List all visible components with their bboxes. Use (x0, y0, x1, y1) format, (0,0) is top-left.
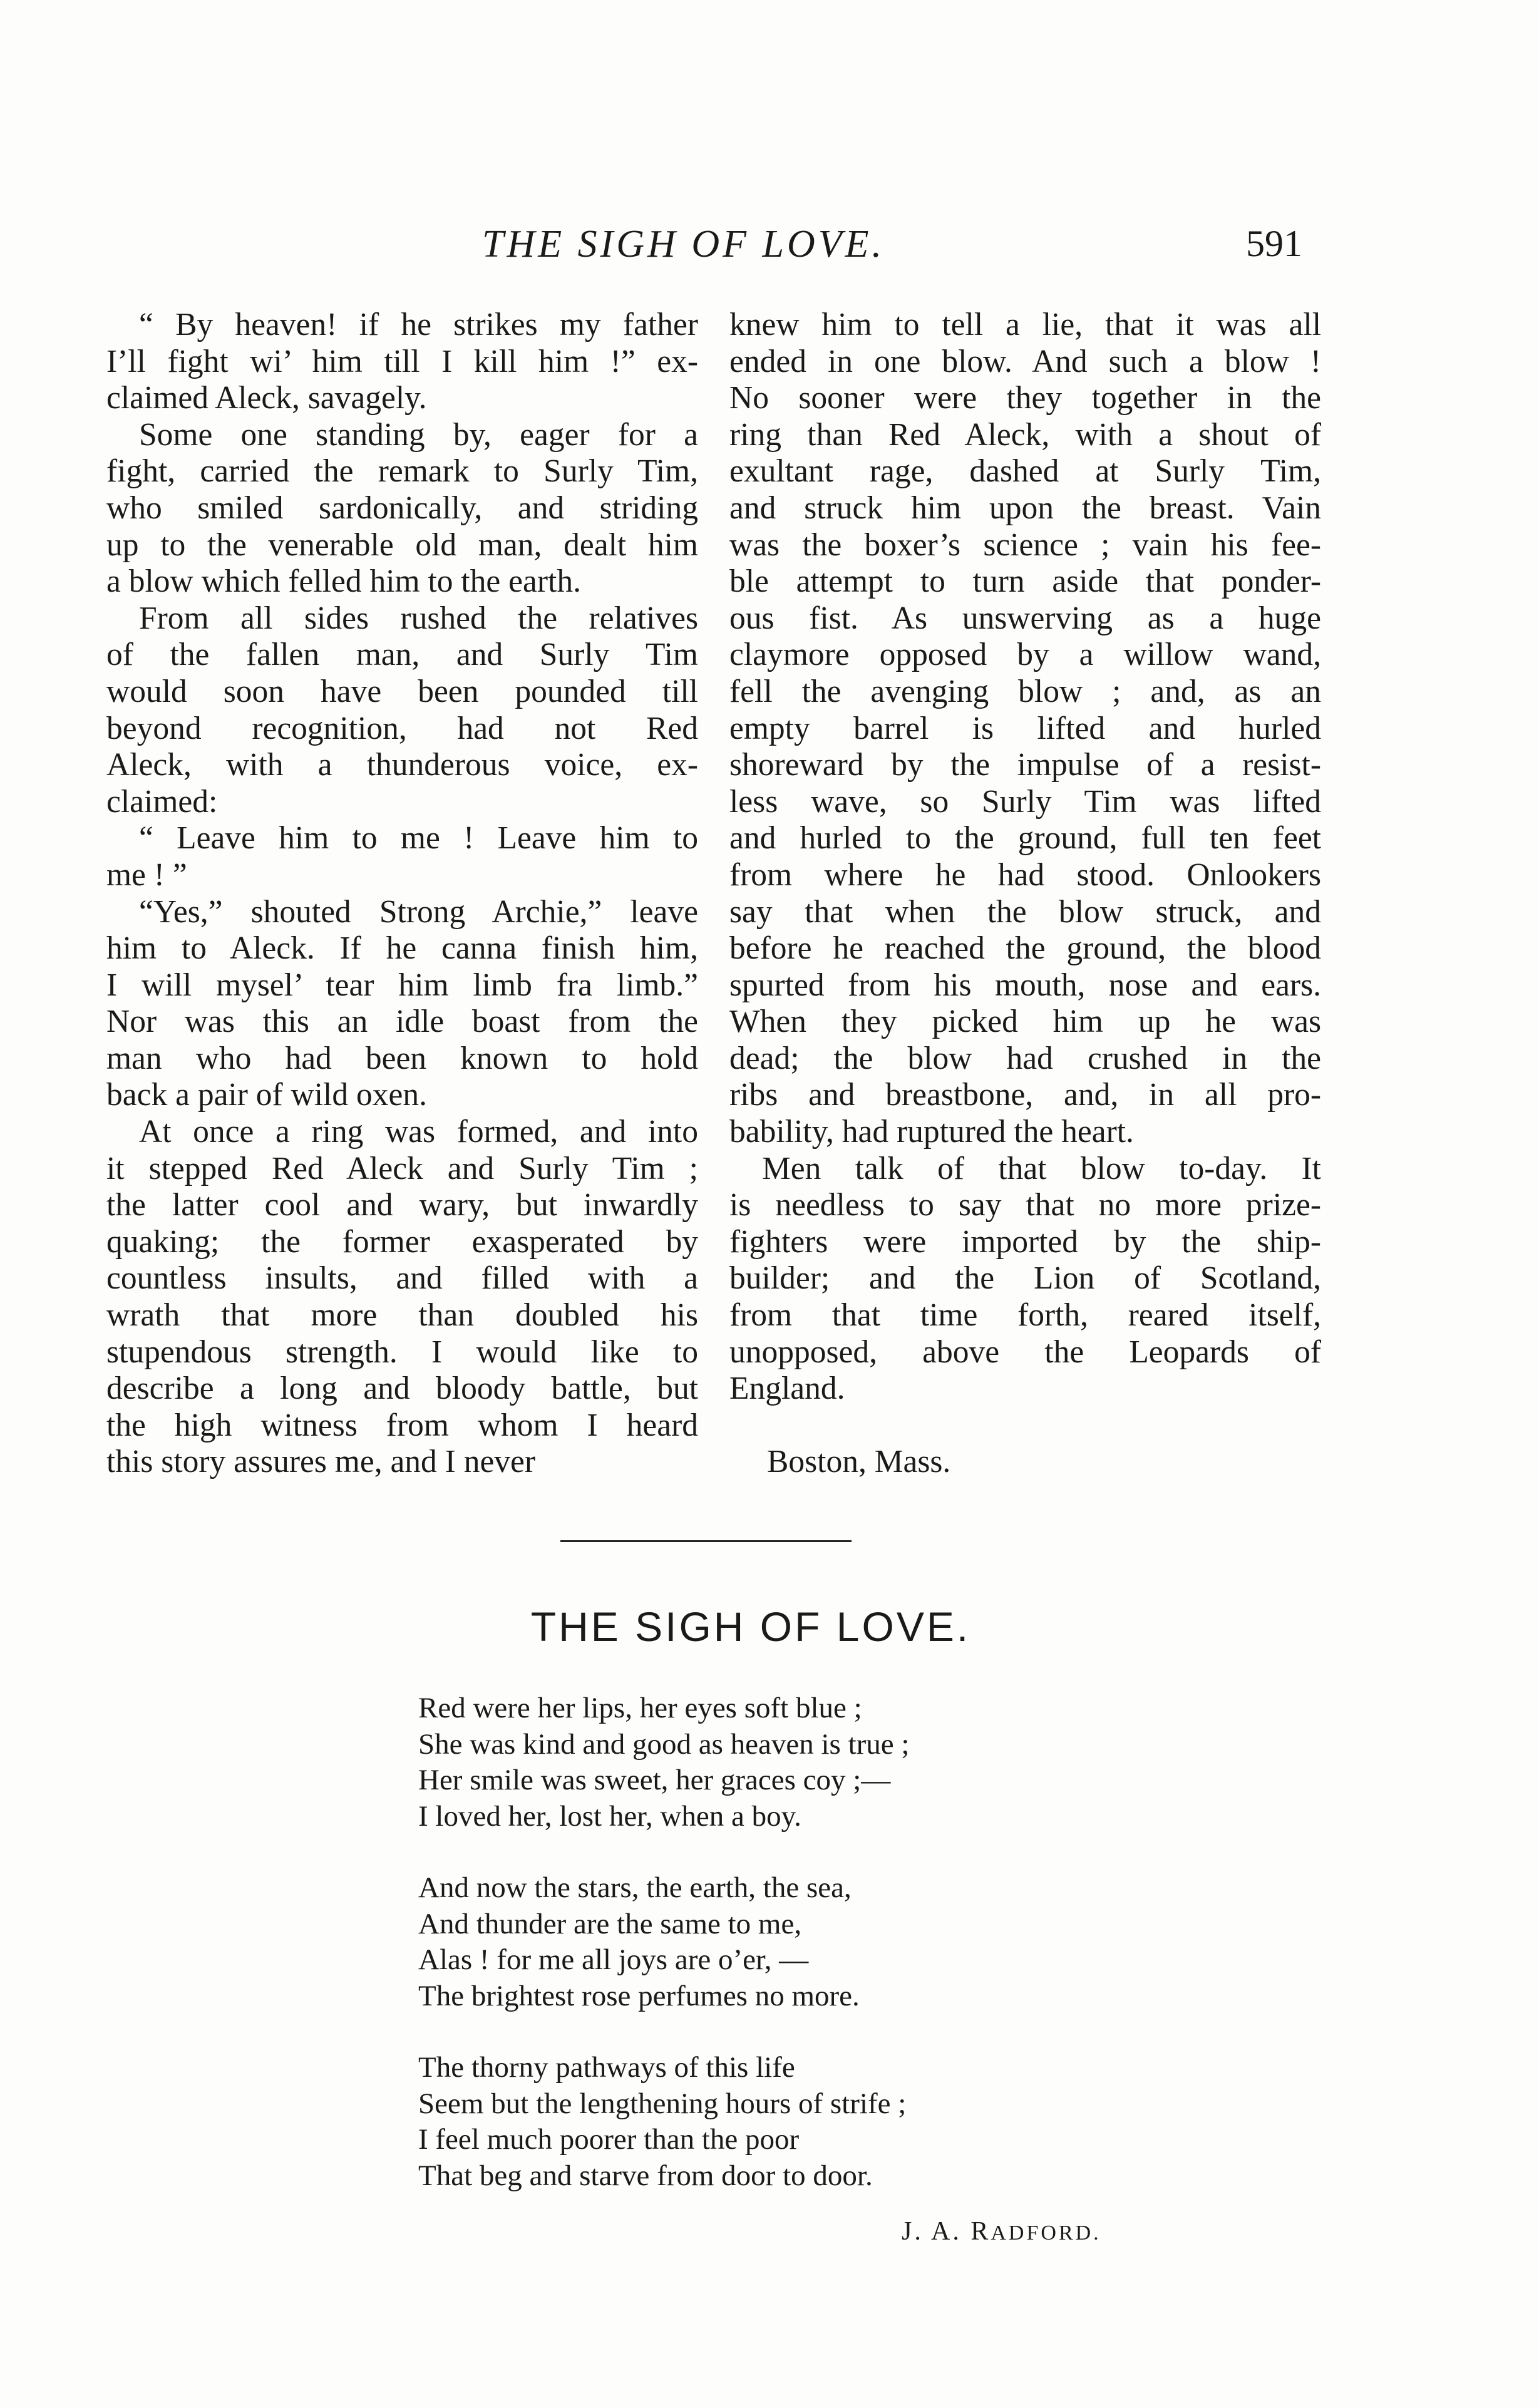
text-line: fighters were imported by the ship- (729, 1223, 1321, 1260)
text-line: the high witness from whom I heard (106, 1407, 698, 1443)
page-number: 591 (1246, 223, 1302, 264)
text-line: When they picked him up he was (729, 1004, 1321, 1040)
text-line: Nor was this an idle boast from the (106, 1004, 698, 1040)
text-line: of the fallen man, and Surly Tim (106, 637, 698, 673)
text-line: and struck him upon the breast. Vain (729, 490, 1321, 526)
poem-verse: She was kind and good as heaven is true ; (418, 1727, 910, 1761)
text-line: before he reached the ground, the blood (729, 930, 1321, 967)
text-line: unopposed, above the Leopards of (729, 1334, 1321, 1370)
poem-verse: And now the stars, the earth, the sea, (418, 1871, 852, 1904)
text-line: claymore opposed by a willow wand, (729, 637, 1321, 673)
right-column (729, 307, 1321, 1480)
section-divider (560, 1540, 852, 1542)
text-line: “ By heaven! if he strikes my father (139, 307, 698, 342)
text-line: At once a ring was formed, and into (139, 1114, 698, 1150)
text-line: empty barrel is lifted and hurled (729, 710, 1321, 746)
left-column (106, 307, 698, 1481)
text-line: from that time forth, reared itself, (729, 1297, 1321, 1334)
poem-author (902, 2216, 1101, 2246)
text-line: “Yes,” shouted Strong Archie,” leave (139, 893, 698, 930)
text-line: builder; and the Lion of Scotland, (729, 1260, 1321, 1297)
text-line: dead; the blow had crushed in the (729, 1040, 1321, 1076)
text-line: and hurled to the ground, full ten feet (729, 820, 1321, 857)
paragraph (106, 820, 698, 893)
poem-title (0, 1603, 1539, 1650)
text-line: I will mysel’ tear him limb fra limb.” (106, 967, 698, 1003)
text-line: the latter cool and wary, but inwardly (106, 1187, 698, 1223)
poem-verse: I feel much poorer than the poor (418, 2123, 800, 2156)
paragraph (106, 417, 698, 600)
text-line: wrath that more than doubled his (106, 1297, 698, 1334)
poem-verse: The thorny pathways of this life (418, 2051, 795, 2084)
text-line: quaking; the former exasperated by (106, 1223, 698, 1260)
text-line: who smiled sardonically, and striding (106, 490, 698, 526)
poem-verse: Alas ! for me all joys are o’er, — (418, 1943, 809, 1976)
text-line: fight, carried the remark to Surly Tim, (106, 453, 698, 490)
poem-verse: Her smile was sweet, her graces coy ;— (418, 1764, 891, 1796)
text-line: I’ll fight wi’ him till I kill him !” ex- (106, 343, 698, 379)
running-title: THE SIGH OF LOVE. (482, 223, 885, 265)
author-surname-rest: ADFORD. (991, 2221, 1101, 2245)
text-line: exultant rage, dashed at Surly Tim, (729, 453, 1321, 490)
text-line: countless insults, and filled with a (106, 1260, 698, 1297)
text-line: spurted from his mouth, nose and ears. (729, 967, 1321, 1003)
text-line: ble attempt to turn aside that ponder- (729, 563, 1321, 600)
text-line: say that when the blow struck, and (729, 893, 1321, 930)
text-line: From all sides rushed the relatives (139, 600, 698, 636)
paragraph (729, 1151, 1321, 1407)
text-line: fell the avenging blow ; and, as an (729, 673, 1321, 709)
text-line: describe a long and bloody battle, but (106, 1371, 698, 1407)
text-line: up to the venerable old man, dealt him (106, 527, 698, 563)
text-line: No sooner were they together in the (729, 380, 1321, 416)
poem-title-text: THE SIGH OF LOVE. (530, 1603, 971, 1650)
text-line: claimed: (106, 783, 218, 820)
paragraph (106, 1114, 698, 1481)
text-line: this story assures me, and I never (106, 1444, 536, 1480)
author-surname-initial: R (970, 2217, 991, 2246)
paragraph (106, 307, 698, 417)
paragraph (729, 307, 1321, 1151)
paragraph (106, 894, 698, 1114)
text-line: would soon have been pounded till (106, 673, 698, 709)
text-line: bability, had ruptured the heart. (729, 1114, 1134, 1150)
poem-body (418, 1690, 909, 2230)
text-line: England. (729, 1371, 845, 1407)
text-line: it stepped Red Aleck and Surly Tim ; (106, 1150, 698, 1186)
author-initials: J. A. (902, 2217, 962, 2246)
poem-stanza (418, 2050, 909, 2194)
poem-stanza (418, 1690, 909, 1834)
text-line: Aleck, with a thunderous voice, ex- (106, 747, 698, 783)
text-line: him to Aleck. If he canna finish him, (106, 930, 698, 967)
text-line: stupendous strength. I would like to (106, 1334, 698, 1370)
text-line: ring than Red Aleck, with a shout of (729, 416, 1321, 453)
text-line: ended in one blow. And such a blow ! (729, 343, 1321, 379)
poem-verse: Seem but the lengthening hours of strife ; (418, 2087, 907, 2120)
text-line: shoreward by the impulse of a resist- (729, 747, 1321, 783)
poem-stanza (418, 1870, 909, 2014)
text-line: knew him to tell a lie, that it was all (729, 307, 1321, 342)
text-line: beyond recognition, had not Red (106, 710, 698, 746)
text-line: ous fist. As unswerving as a huge (729, 600, 1321, 636)
running-head (0, 222, 1539, 272)
text-line: ribs and breastbone, and, in all pro- (729, 1077, 1321, 1113)
text-line: a blow which felled him to the earth. (106, 563, 581, 600)
text-line: less wave, so Surly Tim was lifted (729, 783, 1321, 820)
text-line: was the boxer’s science ; vain his fee- (729, 527, 1321, 563)
text-line: is needless to say that no more prize- (729, 1187, 1321, 1223)
text-line: “ Leave him to me ! Leave him to (139, 820, 698, 857)
text-line: claimed Aleck, savagely. (106, 380, 427, 416)
poem-verse: And thunder are the same to me, (418, 1907, 802, 1940)
article-signoff: Boston, Mass. (767, 1443, 951, 1479)
text-line: from where he had stood. Onlookers (729, 857, 1321, 893)
text-line: man who had been known to hold (106, 1040, 698, 1076)
text-line: Some one standing by, eager for a (139, 416, 698, 453)
poem-verse: That beg and starve from door to door. (418, 2159, 873, 2192)
paragraph (106, 600, 698, 821)
poem-verse: Red were her lips, her eyes soft blue ; (418, 1692, 862, 1724)
text-line: back a pair of wild oxen. (106, 1077, 427, 1113)
poem-verse: The brightest rose perfumes no more. (418, 1979, 860, 2012)
text-line: me ! ” (106, 857, 187, 893)
text-line: Men talk of that blow to-day. It (762, 1150, 1321, 1186)
poem-verse: I loved her, lost her, when a boy. (418, 1799, 801, 1833)
